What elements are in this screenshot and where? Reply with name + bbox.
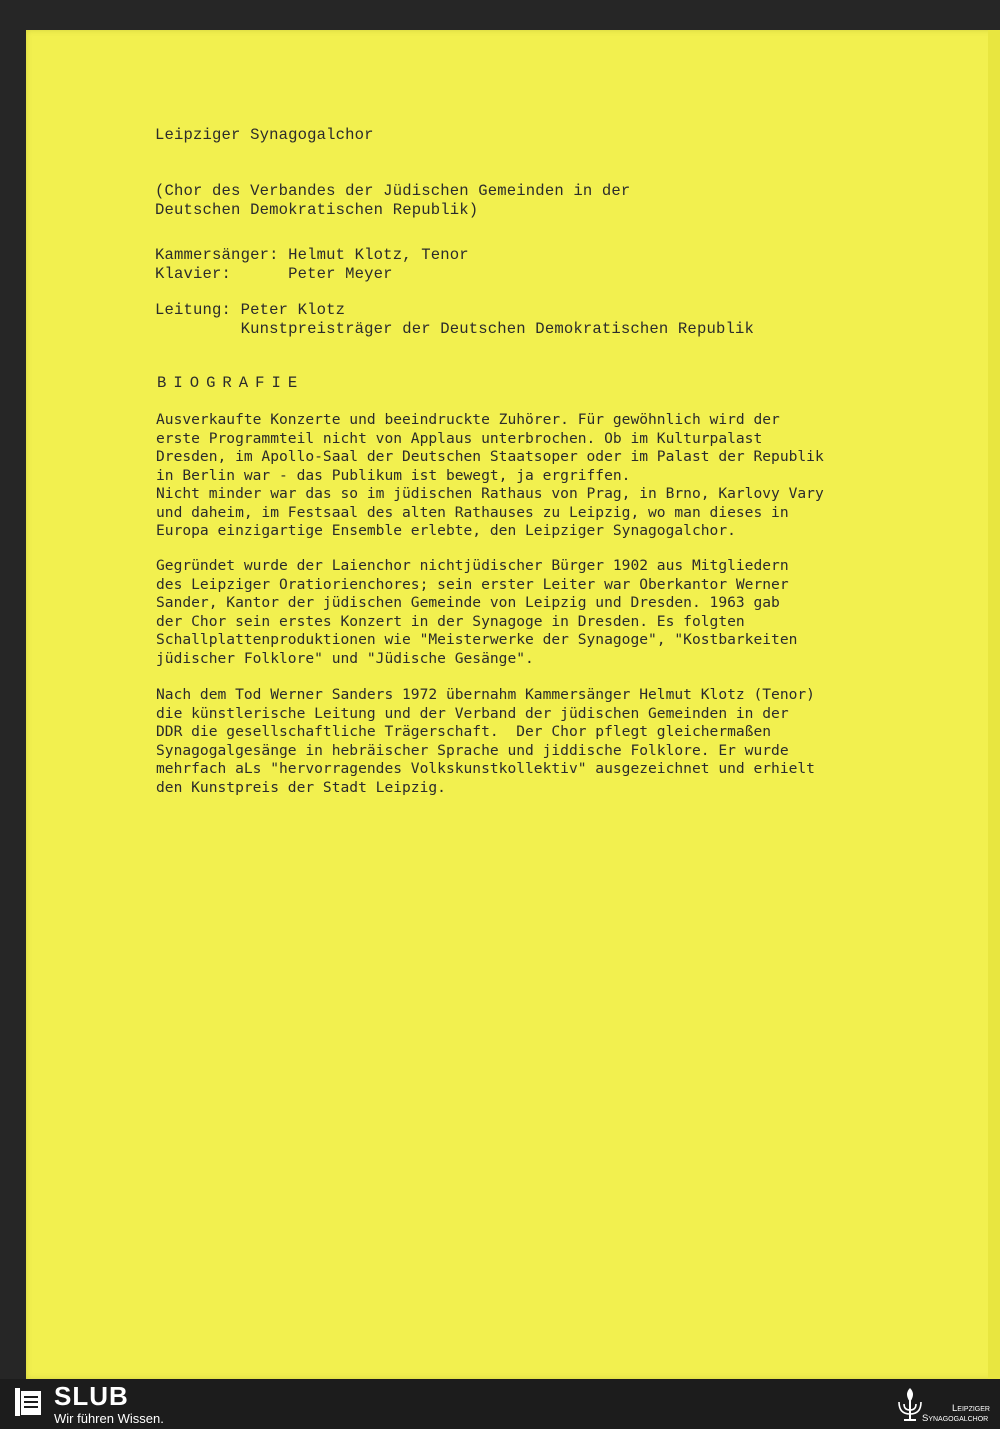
- library-name: SLUB: [54, 1381, 129, 1411]
- performer-line: Kammersänger: Helmut Klotz, Tenor: [155, 246, 469, 264]
- biography-paragraph-2: Gegründet wurde der Laienchor nichtjüdischer Bürger 1902 aus Mitgliedern des Leipziger Oratiorienchores; sein erster Leiter war Oberkantor Werner Sander, Kantor der jüdischen Gemeinde von Leipzig und Dresden. 1963 gab der Chor sein erstes Konzert in der Synagoge in Dresden. Es folgten Schallplattenproduktionen wie "Meisterwerke der Synagoge", "Kostbarkeiten jüdischer Folklore" und "Jüdische Gesänge".: [156, 557, 798, 667]
- performer-line: Klavier: Peter Meyer: [155, 265, 393, 283]
- choir-logo-line1: Leipziger: [952, 1403, 990, 1414]
- biography-heading: BIOGRAFIE: [157, 374, 305, 392]
- subtitle-line: (Chor des Verbandes der Jüdischen Gemeinden in der: [155, 182, 631, 200]
- biography-paragraph-3: Nach dem Tod Werner Sanders 1972 übernahm Kammersänger Helmut Klotz (Tenor) die künstlerische Leitung und der Verband der jüdischen Gemeinden in der DDR die gesellschaftliche Trägerschaft. Der Chor pflegt gleichermaßen Synagogalgesänge in hebräischer Sprache und jiddische Folklore. Er wurde mehrfach aLs "hervorragendes Volkskunstkollektiv" ausgezeichnet und erhielt den Kunstpreis der Stadt Leipzig.: [156, 686, 815, 796]
- choir-logo-text: [922, 1404, 990, 1424]
- menorah-icon: [896, 1384, 924, 1424]
- paper-edge: [988, 30, 1000, 1379]
- biography-paragraph-1: Ausverkaufte Konzerte und beeindruckte Zuhörer. Für gewöhnlich wird der erste Programmteil nicht von Applaus unterbrochen. Ob im Kulturpalast Dresden, im Apollo-Saal der Deutschen Staatsoper oder im Palast der Republik in Berlin war - das Publikum ist bewegt, ja ergriffen. Nicht minder war das so im jüdischen Rathaus von Prag, in Brno, Karlovy Vary und daheim, im Festsaal des alten Rathauses zu Leipzig, wo man dieses in Europa einzigartige Ensemble erlebte, den Leipziger Synagogalchor.: [156, 411, 824, 539]
- slub-logo-icon: [12, 1386, 44, 1418]
- direction-line: Kunstpreisträger der Deutschen Demokratischen Republik: [155, 320, 754, 338]
- library-tagline: Wir führen Wissen.: [54, 1411, 164, 1426]
- direction-line: Leitung: Peter Klotz: [155, 301, 346, 319]
- document-title: Leipziger Synagogalchor: [155, 126, 374, 144]
- footer-bar: [0, 1379, 1000, 1429]
- subtitle-line: Deutschen Demokratischen Republik): [155, 201, 479, 219]
- choir-logo-line2: Synagogalchor: [922, 1413, 989, 1424]
